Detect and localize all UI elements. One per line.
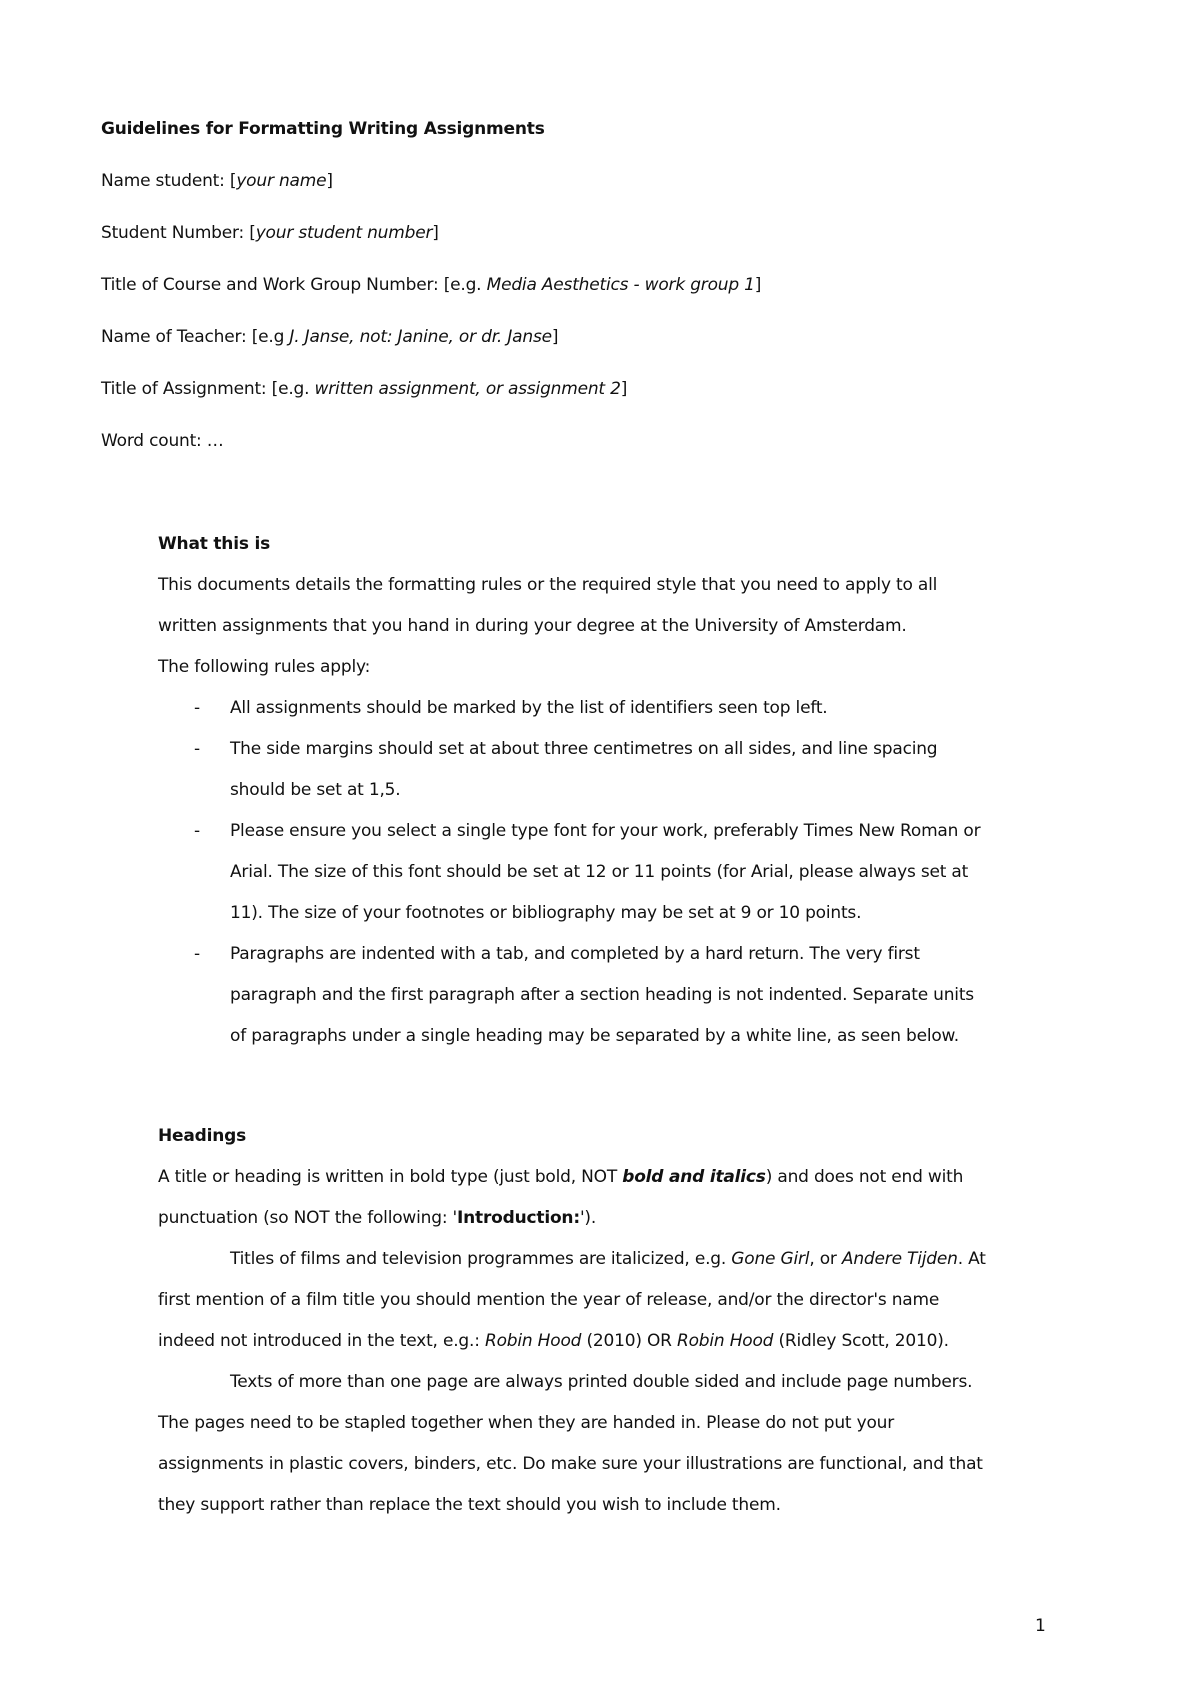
text-run-italic: Robin Hood [676,1331,774,1351]
identifier-teacher-label: Name of Teacher: [e.g [101,327,290,347]
identifier-assignment [101,377,627,401]
headings-paragraph-line: they support rather than replace the text should you wish to include them. [158,1495,781,1515]
text-run: A title or heading is written in bold type (just bold, NOT [158,1167,623,1187]
bullet-line: All assignments should be marked by the list of identifiers seen top left. [230,698,828,718]
text-run-italic: Robin Hood [484,1331,582,1351]
text-run: ) and does not end with [765,1167,964,1187]
section1-intro-line: This documents details the formatting rules or the required style that you need to apply to all [158,575,938,595]
bullet-marker: - [194,821,201,841]
text-run: (Ridley Scott, 2010). [773,1331,949,1351]
headings-paragraph-line [158,1206,596,1230]
identifier-name-close: ] [326,171,333,191]
text-run: Titles of films and television programmes are italicized, e.g. [230,1249,732,1269]
text-run-italic: Andere Tijden [841,1249,958,1269]
bullet-marker: - [194,944,201,964]
identifier-number-value: your student number [255,223,433,243]
identifier-teacher-close: ] [551,327,559,347]
identifier-course-close: ] [754,275,762,295]
text-run: indeed not introduced in the text, e.g.: [158,1331,485,1351]
identifier-teacher-value: J. Janse, not: Janine, or dr. Janse [289,327,552,347]
identifier-number [101,221,439,245]
identifier-teacher [101,325,558,349]
headings-paragraph-line: assignments in plastic covers, binders, etc. Do make sure your illustrations are functional, and that [158,1454,983,1474]
bullet-marker: - [194,739,201,759]
text-run: '). [579,1208,597,1228]
page-number: 1 [1035,1616,1046,1636]
headings-paragraph-line: first mention of a film title you should mention the year of release, and/or the director's name [158,1290,940,1310]
identifier-assignment-close: ] [620,379,628,399]
identifier-assignment-label: Title of Assignment: [e.g. [101,379,315,399]
identifier-number-label: Student Number: [ [101,223,256,243]
headings-paragraph-line: Texts of more than one page are always printed double sided and include page numbers. [230,1372,973,1392]
identifier-course-label: Title of Course and Work Group Number: [e.g. [101,275,487,295]
bullet-line: Please ensure you select a single type font for your work, preferably Times New Roman or [230,821,981,841]
bullet-line: 11). The size of your footnotes or bibliography may be set at 9 or 10 points. [230,903,862,923]
section-heading-what-this-is: What this is [158,534,271,554]
text-run: (2010) OR [581,1331,677,1351]
identifier-name-value: your name [236,171,327,191]
text-run: , or [809,1249,842,1269]
text-run: punctuation (so NOT the following: ' [158,1208,458,1228]
bullet-line: Arial. The size of this font should be set at 12 or 11 points (for Arial, please always set at [230,862,969,882]
text-run: . At [957,1249,986,1269]
bullet-line: should be set at 1,5. [230,780,401,800]
bullet-marker: - [194,698,201,718]
identifier-assignment-value: written assignment, or assignment 2 [314,379,621,399]
identifier-name [101,169,333,193]
text-run-bold: Introduction: [457,1208,580,1228]
text-run-bold-italic: bold and italics [622,1167,766,1187]
bullet-line: The side margins should set at about three centimetres on all sides, and line spacing [230,739,938,759]
headings-paragraph-line: The pages need to be stapled together when they are handed in. Please do not put your [158,1413,895,1433]
bullet-line: of paragraphs under a single heading may be separated by a white line, as seen below. [230,1026,959,1046]
identifier-name-label: Name student: [ [101,171,237,191]
identifier-number-close: ] [432,223,439,243]
section1-intro-line: The following rules apply: [158,657,371,677]
identifier-wordcount: Word count: … [101,431,224,451]
bullet-line: paragraph and the first paragraph after a section heading is not indented. Separate units [230,985,974,1005]
section1-intro-line: written assignments that you hand in during your degree at the University of Amsterdam. [158,616,907,636]
text-run-italic: Gone Girl [731,1249,810,1269]
headings-paragraph-line [158,1165,963,1189]
identifier-course-value: Media Aesthetics - work group 1 [486,275,755,295]
headings-paragraph-line [230,1247,986,1271]
bullet-line: Paragraphs are indented with a tab, and completed by a hard return. The very first [230,944,920,964]
identifier-course [101,273,761,297]
section-heading-headings: Headings [158,1126,247,1146]
headings-paragraph-line [158,1329,949,1353]
document-title: Guidelines for Formatting Writing Assignments [101,119,545,139]
